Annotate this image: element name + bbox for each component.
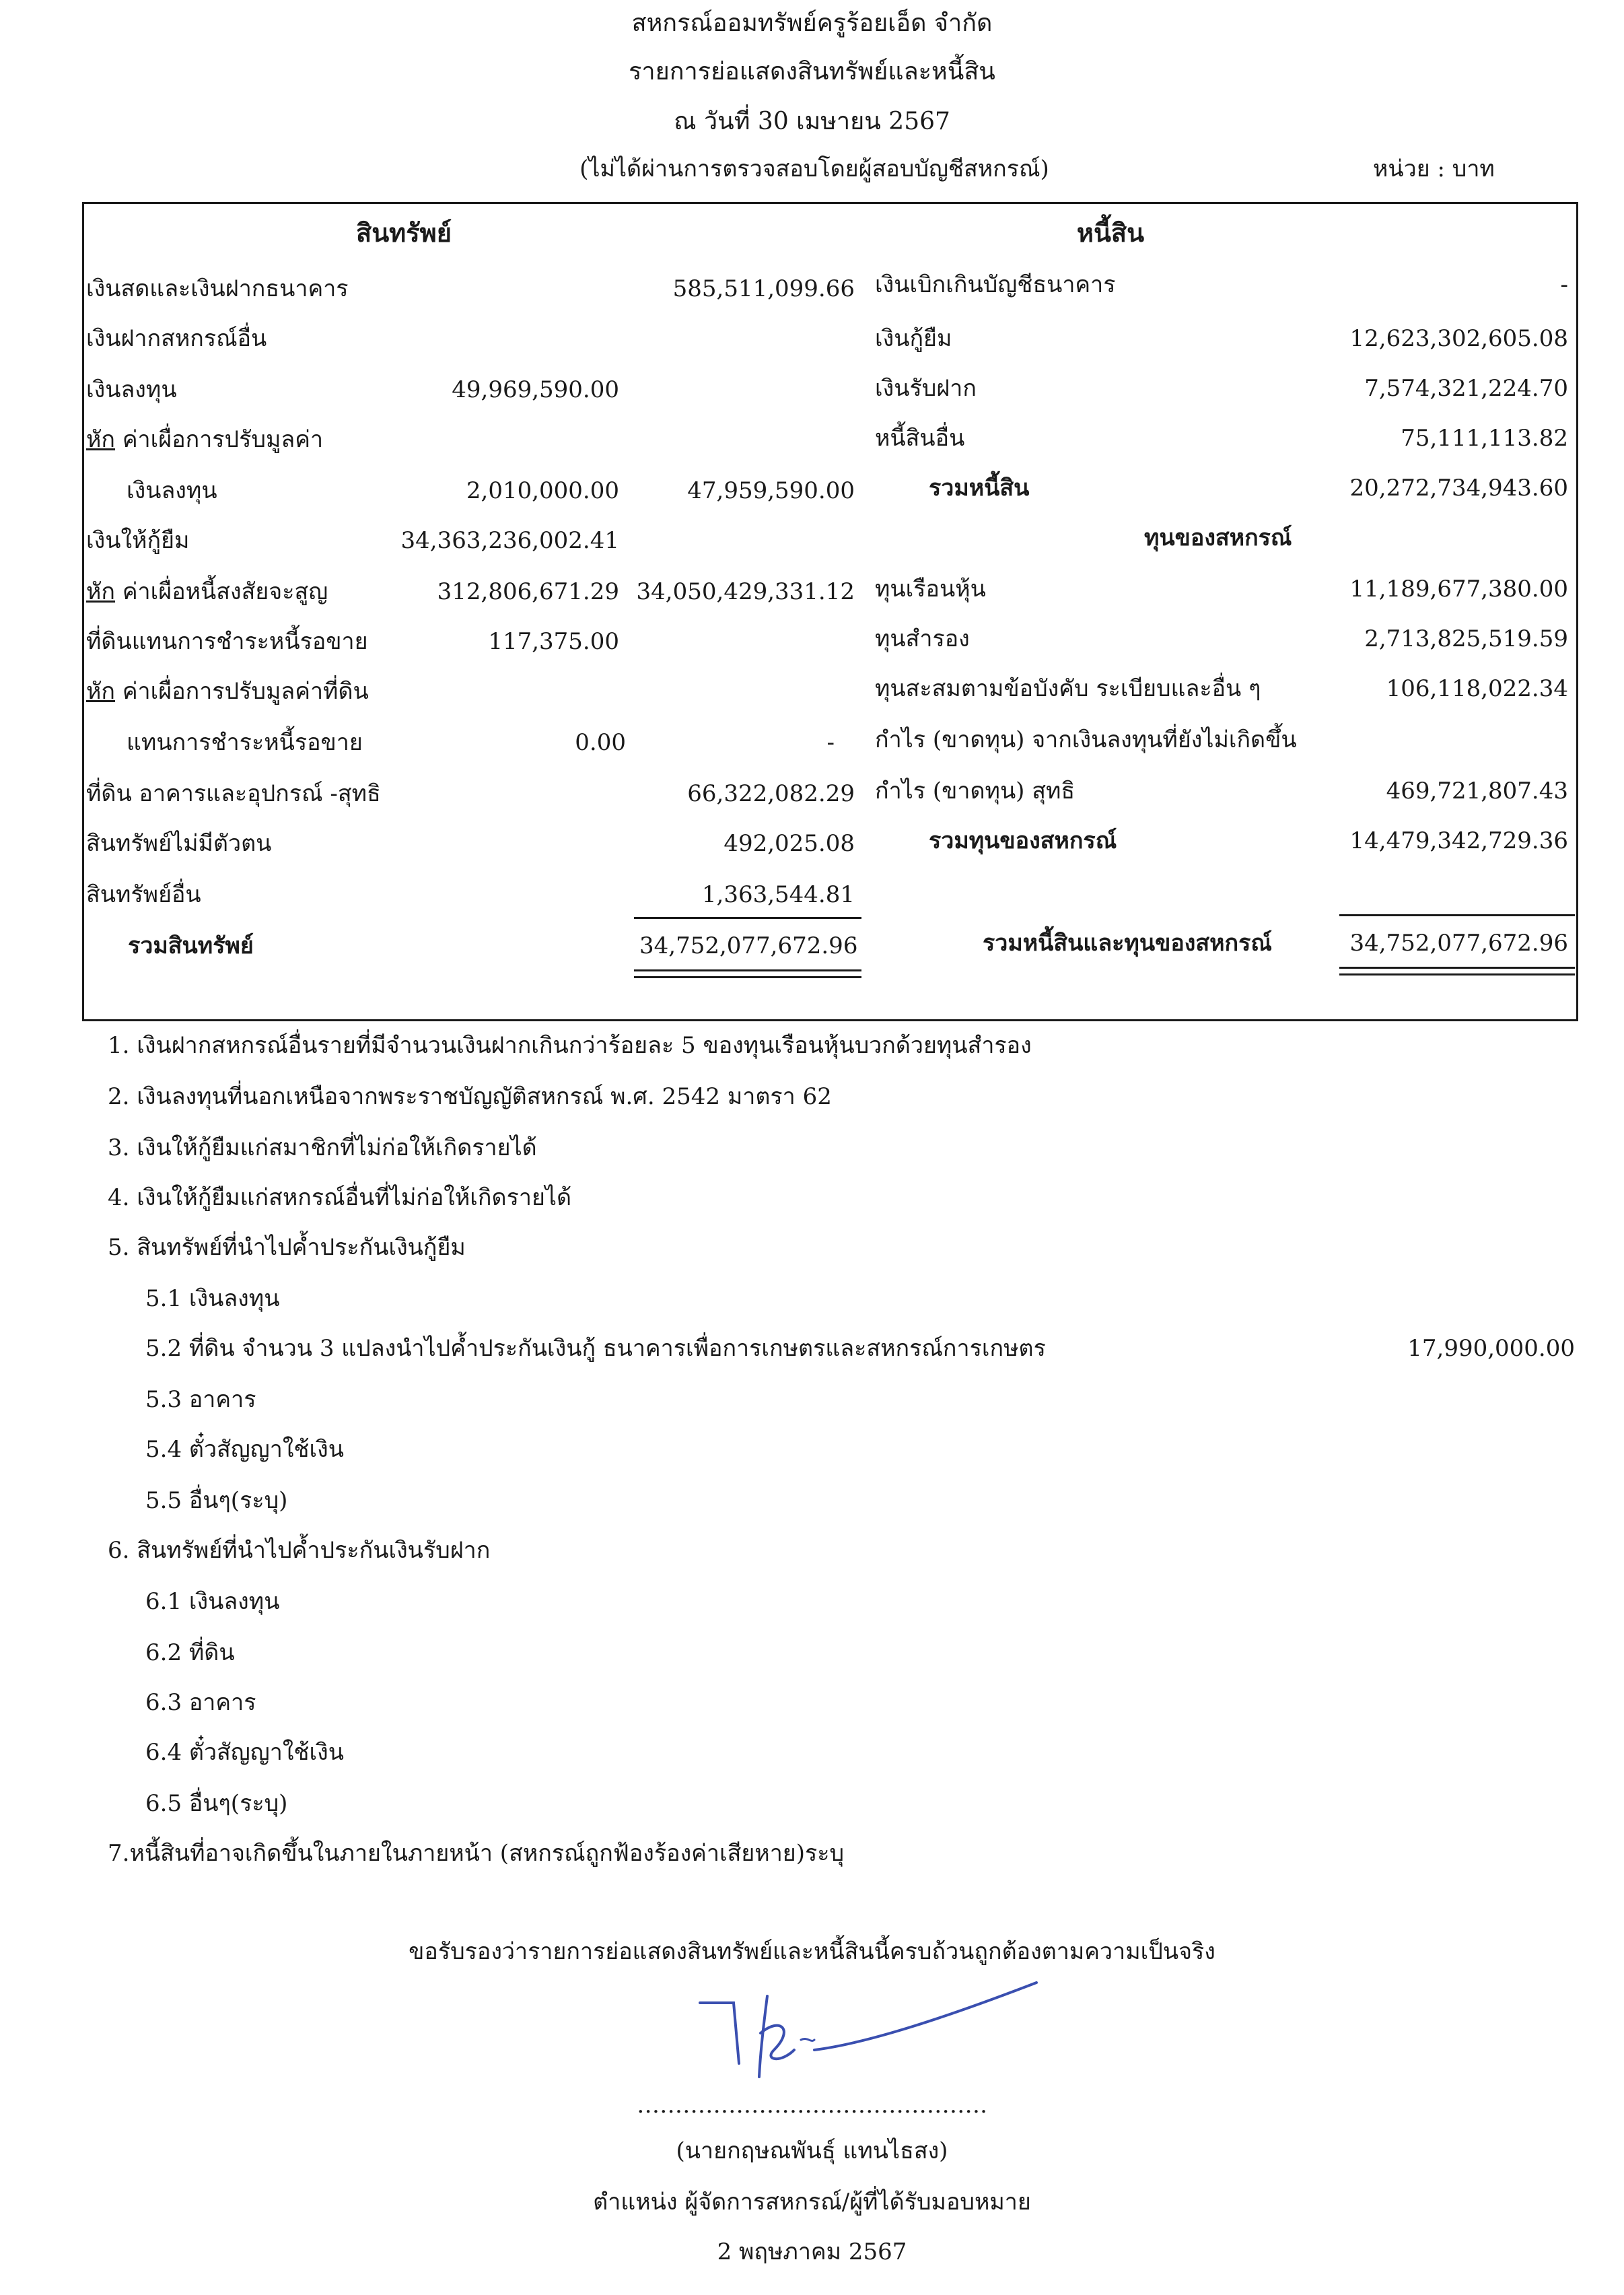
equity-label: กำไร (ขาดทุน) จากเงินลงทุนที่ยังไม่เกิดขึ้น — [875, 726, 1297, 753]
liabilities-heading: หนี้สิน — [1076, 217, 1145, 248]
certification-statement: ขอรับรองว่ารายการย่อแสดงสินทรัพย์และหนี้สินนี้ครบถ้วนถูกต้องตามความเป็นจริง — [409, 1938, 1215, 1965]
liability-amount: 75,111,113.82 — [1401, 425, 1568, 452]
report-date: ณ วันที่ 30 เมษายน 2567 — [674, 108, 950, 135]
unit-label: หน่วย : บาท — [1373, 156, 1495, 182]
deduct-prefix: หัก — [86, 578, 115, 605]
audit-note: (ไม่ได้ผ่านการตรวจสอบโดยผู้สอบบัญชีสหกรณ์) — [579, 156, 1049, 182]
liabilities-subtotal-label: รวมหนี้สิน — [929, 475, 1030, 502]
deduct-prefix: หัก — [86, 678, 115, 705]
assets-total-top-rule — [634, 917, 861, 919]
note-subitem: 5.3 อาคาร — [145, 1386, 256, 1413]
asset-label: สินทรัพย์อื่น — [86, 881, 201, 908]
note-subitem: 5.4 ตั๋วสัญญาใช้เงิน — [145, 1436, 344, 1463]
note-subitem: 6.4 ตั๋วสัญญาใช้เงิน — [145, 1739, 344, 1766]
assets-total-double-rule-1 — [634, 969, 861, 971]
liabilities-total-amount: 34,752,077,672.96 — [1349, 930, 1568, 957]
equity-amount: 11,189,677,380.00 — [1349, 576, 1568, 603]
note-amount: 17,990,000.00 — [1407, 1335, 1575, 1362]
asset-mid-amount: 0.00 — [575, 729, 626, 756]
asset-label: เงินสดและเงินฝากธนาคาร — [86, 275, 349, 302]
asset-amount: 492,025.08 — [723, 830, 855, 857]
asset-mid-amount: 34,363,236,002.41 — [400, 527, 619, 554]
signature-line: ………………………………………. — [637, 2092, 987, 2119]
equity-label: ทุนสำรอง — [875, 625, 970, 652]
equity-label: ทุนสะสมตามข้อบังคับ ระเบียบและอื่น ๆ — [875, 675, 1261, 702]
assets-total-amount: 34,752,077,672.96 — [639, 932, 858, 959]
table-right-border — [1576, 202, 1578, 1021]
note-subitem: 6.2 ที่ดิน — [145, 1639, 235, 1666]
asset-label-text: ค่าเผื่อการปรับมูลค่าที่ดิน — [122, 678, 369, 705]
asset-label: สินทรัพย์ไม่มีตัวตน — [86, 830, 272, 857]
table-bottom-border — [82, 1019, 1578, 1021]
note-subitem: 6.5 อื่นๆ(ระบุ) — [145, 1790, 288, 1817]
asset-label: เงินลงทุน — [127, 477, 217, 504]
liability-label: เงินรับฝาก — [875, 375, 977, 402]
asset-amount: 34,050,429,331.12 — [636, 578, 855, 605]
asset-label: ที่ดินแทนการชำระหนี้รอขาย — [86, 628, 368, 655]
signature-image — [693, 1976, 1043, 2090]
asset-amount: 585,511,099.66 — [672, 275, 855, 302]
equity-total-label: รวมทุนของสหกรณ์ — [929, 827, 1117, 854]
signer-name: (นายกฤษณพันธุ์ แทนไธสง) — [676, 2137, 948, 2164]
equity-heading: ทุนของสหกรณ์ — [1144, 524, 1292, 551]
asset-label — [86, 579, 328, 605]
signer-position: ตำแหน่ง ผู้จัดการสหกรณ์/ผู้ที่ได้รับมอบหมาย — [593, 2189, 1031, 2216]
equity-amount: 106,118,022.34 — [1386, 675, 1568, 702]
liability-label: เงินกู้ยืม — [875, 325, 952, 352]
liabilities-total-label: รวมหนี้สินและทุนของสหกรณ์ — [983, 930, 1272, 957]
org-name: สหกรณ์ออมทรัพย์ครูร้อยเอ็ด จำกัด — [631, 9, 993, 37]
liabilities-total-double-rule-1 — [1339, 967, 1575, 969]
asset-label-text: ค่าเผื่อการปรับมูลค่า — [122, 426, 324, 453]
asset-mid-amount: 2,010,000.00 — [466, 477, 619, 504]
liability-amount: 12,623,302,605.08 — [1349, 325, 1568, 352]
asset-amount: 66,322,082.29 — [687, 780, 855, 807]
note-subitem: 5.2 ที่ดิน จำนวน 3 แปลงนำไปค้ำประกันเงินกู้ ธนาคารเพื่อการเกษตรและสหกรณ์การเกษตร — [145, 1335, 1046, 1362]
note-item: 3. เงินให้กู้ยืมแก่สมาชิกที่ไม่ก่อให้เกิดรายได้ — [108, 1134, 537, 1161]
note-item: 5. สินทรัพย์ที่นำไปค้ำประกันเงินกู้ยืม — [108, 1234, 466, 1261]
liability-label: เงินเบิกเกินบัญชีธนาคาร — [875, 271, 1116, 298]
equity-amount: 469,721,807.43 — [1386, 778, 1568, 804]
asset-label: เงินให้กู้ยืม — [86, 527, 190, 554]
asset-mid-amount: 49,969,590.00 — [452, 376, 619, 403]
report-title: รายการย่อแสดงสินทรัพย์และหนี้สิน — [629, 58, 995, 85]
signature-date: 2 พฤษภาคม 2567 — [717, 2238, 907, 2265]
liability-amount: 7,574,321,224.70 — [1364, 375, 1568, 402]
note-item: 1. เงินฝากสหกรณ์อื่นรายที่มีจำนวนเงินฝากเกินกว่าร้อยละ 5 ของทุนเรือนหุ้นบวกด้วยทุนสำรอง — [108, 1032, 1032, 1059]
assets-total-label: รวมสินทรัพย์ — [128, 932, 254, 959]
equity-label: กำไร (ขาดทุน) สุทธิ — [875, 778, 1075, 804]
table-top-border — [82, 202, 1578, 204]
asset-label — [86, 679, 369, 705]
asset-label: ที่ดิน อาคารและอุปกรณ์ -สุทธิ — [86, 780, 381, 807]
note-item: 7.หนี้สินที่อาจเกิดขึ้นในภายในภายหน้า (สหกรณ์ถูกฟ้องร้องค่าเสียหาย)ระบุ — [108, 1840, 845, 1867]
note-subitem: 6.3 อาคาร — [145, 1689, 256, 1716]
equity-label: ทุนเรือนหุ้น — [875, 576, 986, 603]
asset-label: เงินลงทุน — [86, 376, 177, 403]
asset-amount: - — [826, 729, 835, 756]
asset-label-text: ค่าเผื่อหนี้สงสัยจะสูญ — [122, 578, 328, 605]
note-item: 2. เงินลงทุนที่นอกเหนือจากพระราชบัญญัติสหกรณ์ พ.ศ. 2542 มาตรา 62 — [108, 1083, 832, 1110]
asset-amount: 1,363,544.81 — [701, 881, 855, 908]
liabilities-total-top-rule — [1339, 914, 1575, 916]
liability-amount: - — [1560, 271, 1568, 298]
asset-label — [86, 427, 323, 453]
assets-total-double-rule-2 — [634, 976, 861, 978]
note-item: 6. สินทรัพย์ที่นำไปค้ำประกันเงินรับฝาก — [108, 1537, 491, 1564]
asset-label: เงินฝากสหกรณ์อื่น — [86, 325, 267, 352]
table-left-border — [82, 202, 84, 1021]
asset-label: แทนการชำระหนี้รอขาย — [127, 729, 363, 756]
asset-mid-amount: 117,375.00 — [488, 628, 619, 655]
note-subitem: 5.1 เงินลงทุน — [145, 1285, 280, 1312]
liabilities-total-double-rule-2 — [1339, 973, 1575, 975]
asset-amount: 47,959,590.00 — [687, 477, 855, 504]
note-item: 4. เงินให้กู้ยืมแก่สหกรณ์อื่นที่ไม่ก่อให้เกิดรายได้ — [108, 1184, 572, 1211]
liability-label: หนี้สินอื่น — [875, 425, 965, 452]
assets-heading: สินทรัพย์ — [356, 217, 452, 248]
equity-total-amount: 14,479,342,729.36 — [1349, 827, 1568, 854]
note-subitem: 6.1 เงินลงทุน — [145, 1588, 280, 1615]
deduct-prefix: หัก — [86, 426, 115, 453]
asset-mid-amount: 312,806,671.29 — [437, 578, 619, 605]
equity-amount: 2,713,825,519.59 — [1364, 625, 1568, 652]
liabilities-subtotal-amount: 20,272,734,943.60 — [1349, 475, 1568, 502]
note-subitem: 5.5 อื่นๆ(ระบุ) — [145, 1487, 288, 1514]
